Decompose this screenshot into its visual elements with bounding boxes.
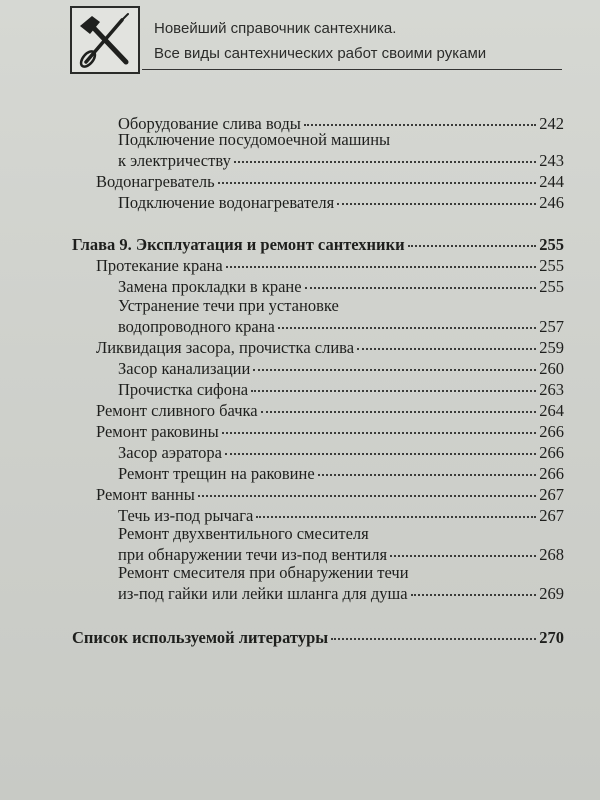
toc-entry [118, 317, 564, 337]
header-subtitle: Все виды сантехнических работ своими руками [154, 45, 487, 62]
toc-entry [118, 506, 564, 526]
toc-chapter-page: 270 [539, 628, 564, 647]
toc-entry [118, 380, 564, 400]
toc-entry-page: 267 [539, 506, 564, 525]
toc-chapter [72, 235, 564, 255]
toc-entry-label-line1: Ремонт двухвентильного смесителя [118, 524, 369, 543]
leader-dots [253, 369, 536, 371]
toc-entry [118, 193, 564, 213]
toc-entry-label: Ремонт раковины [96, 422, 219, 441]
hammer-and-wrench-icon [76, 12, 134, 70]
leader-dots [278, 327, 536, 329]
toc-entry [96, 172, 564, 192]
toc-entry-label: к электричеству [118, 151, 231, 170]
toc-entry-label: Течь из-под рычага [118, 506, 254, 525]
toc-entry-label-line1: Ремонт смесителя при обнаружении течи [118, 563, 409, 582]
toc-entry-label: Засор канализации [118, 359, 251, 378]
toc-entry-page: 263 [539, 380, 564, 399]
toc-entry-page: 269 [539, 584, 564, 603]
toc-entry [118, 584, 564, 604]
toc-entry [96, 485, 564, 505]
toc-entry [118, 277, 564, 297]
toc-entry [118, 443, 564, 463]
toc-entry-label: Ликвидация засора, прочистка слива [96, 338, 355, 357]
toc-entry [96, 401, 564, 421]
toc-entry-page: 259 [539, 338, 564, 357]
series-logo [70, 6, 140, 74]
toc-entry-page: 244 [539, 172, 564, 191]
leader-dots [234, 161, 536, 163]
toc-entry-page: 260 [539, 359, 564, 378]
toc-entry-label: Прочистка сифона [118, 380, 249, 399]
leader-dots [222, 432, 537, 434]
leader-dots [411, 594, 537, 596]
leader-dots [251, 390, 536, 392]
toc-entry-page: 267 [539, 485, 564, 504]
toc-entry [118, 359, 564, 379]
leader-dots [318, 474, 537, 476]
leader-dots [331, 638, 536, 640]
leader-dots [390, 555, 536, 557]
toc-entry [118, 545, 564, 565]
toc-entry [118, 464, 564, 484]
toc-entry [96, 256, 564, 276]
toc-entry-page: 243 [539, 151, 564, 170]
leader-dots [304, 124, 536, 126]
header-rule [142, 69, 562, 70]
leader-dots [226, 266, 537, 268]
leader-dots [408, 245, 537, 247]
toc-entry-page: 255 [539, 256, 564, 275]
toc-entry-page: 255 [539, 277, 564, 296]
toc-entry-page: 246 [539, 193, 564, 212]
toc-entry-label: из-под гайки или лейки шланга для душа [118, 584, 408, 603]
toc-entry-label: Оборудование слива воды [118, 114, 301, 133]
toc-entry-page: 264 [539, 401, 564, 420]
toc-entry-page: 266 [539, 464, 564, 483]
leader-dots [198, 495, 536, 497]
toc-entry-label-line1: Устранение течи при установке [118, 296, 339, 315]
header-title: Новейший справочник сантехника. [154, 20, 397, 37]
toc-entry-page: 266 [539, 443, 564, 462]
toc-entry [118, 151, 564, 171]
page-header [70, 6, 570, 86]
toc-entry-page: 268 [539, 545, 564, 564]
toc-entry-label: Ремонт ванны [96, 485, 195, 504]
toc-chapter [72, 628, 564, 648]
toc-chapter-label: Список используемой литературы [72, 628, 329, 647]
toc-entry-page: 242 [539, 114, 564, 133]
toc-entry-label: Засор аэратора [118, 443, 222, 462]
toc-entry [96, 338, 564, 358]
leader-dots [218, 182, 537, 184]
leader-dots [261, 411, 537, 413]
toc-chapter-label: Глава 9. Эксплуатация и ремонт сантехники [72, 235, 405, 254]
toc-entry-label: при обнаружении течи из-под вентиля [118, 545, 388, 564]
leader-dots [337, 203, 536, 205]
leader-dots [256, 516, 536, 518]
toc-entry-label: водопроводного крана [118, 317, 275, 336]
toc-entry [96, 422, 564, 442]
toc-entry-label: Ремонт сливного бачка [96, 401, 258, 420]
toc-entry-label-line1: Подключение посудомоечной машины [118, 130, 391, 149]
toc-entry-label: Протекание крана [96, 256, 223, 275]
toc-entry-label: Замена прокладки в кране [118, 277, 302, 296]
toc-entry-label: Ремонт трещин на раковине [118, 464, 315, 483]
toc-entry-page: 257 [539, 317, 564, 336]
toc-entry-label: Водонагреватель [96, 172, 215, 191]
leader-dots [357, 348, 536, 350]
toc-entry-page: 266 [539, 422, 564, 441]
leader-dots [225, 453, 536, 455]
toc-entry-label: Подключение водонагревателя [118, 193, 335, 212]
leader-dots [305, 287, 537, 289]
toc-chapter-page: 255 [539, 235, 564, 254]
